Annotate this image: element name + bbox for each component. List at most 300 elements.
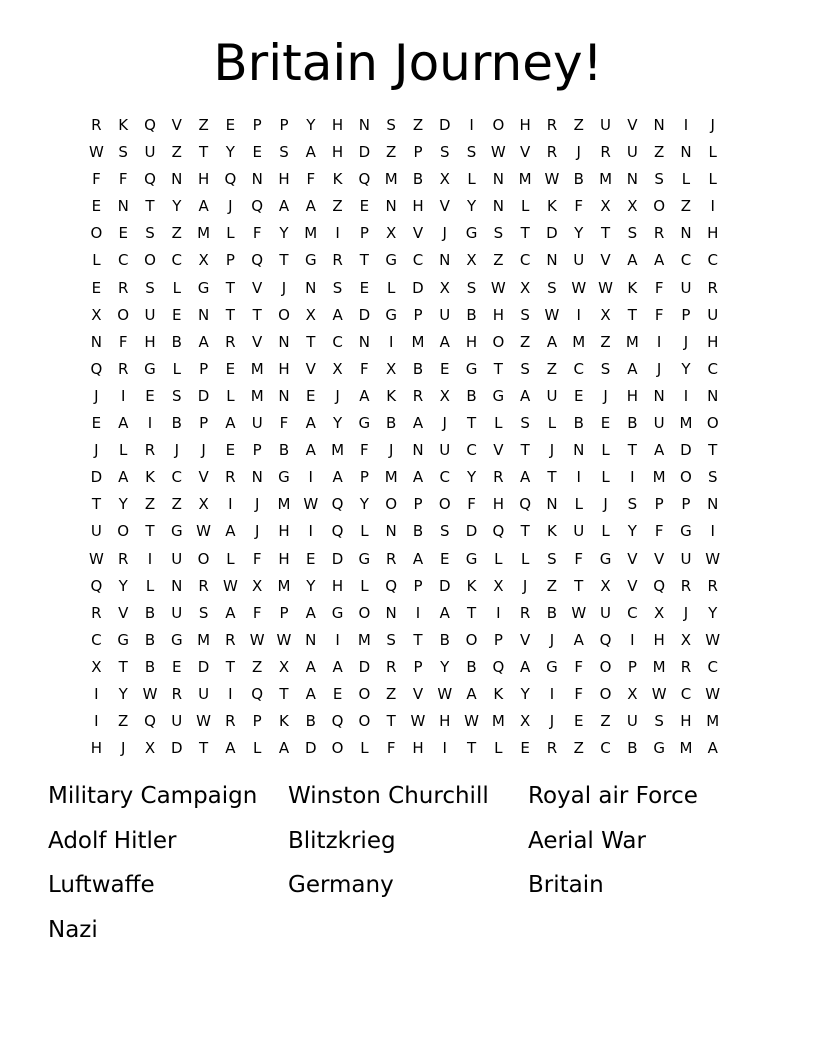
grid-letter: Z bbox=[412, 116, 424, 134]
grid-letter: Z bbox=[653, 143, 665, 162]
grid-letter: K bbox=[332, 170, 343, 189]
grid-letter: P bbox=[359, 468, 369, 487]
grid-letter: M bbox=[197, 224, 211, 243]
grid-letter: S bbox=[386, 116, 396, 134]
grid-letter: G bbox=[385, 305, 397, 324]
grid-letter: G bbox=[170, 630, 183, 649]
grid-letter: G bbox=[465, 549, 478, 568]
grid-letter: V bbox=[252, 278, 263, 297]
grid-letter: V bbox=[520, 630, 531, 649]
grid-letter: R bbox=[225, 630, 236, 649]
grid-letter: T bbox=[279, 684, 289, 703]
grid-letter: R bbox=[171, 684, 182, 703]
grid-letter: E bbox=[332, 684, 343, 703]
word-list-item: Luftwaffe bbox=[48, 872, 155, 898]
grid-letter: N bbox=[680, 143, 692, 162]
grid-letter: B bbox=[573, 414, 584, 433]
grid-letter: L bbox=[360, 739, 369, 758]
grid-letter: V bbox=[412, 684, 424, 703]
grid-letter: W bbox=[544, 305, 560, 324]
grid-letter: J bbox=[254, 522, 260, 541]
grid-letter: F bbox=[386, 739, 396, 758]
grid-letter: A bbox=[225, 522, 236, 541]
grid-letter: D bbox=[465, 522, 478, 541]
grid-letter: T bbox=[118, 657, 128, 676]
grid-letter: C bbox=[707, 657, 718, 676]
grid-letter: I bbox=[388, 332, 394, 351]
grid-letter: M bbox=[384, 468, 398, 487]
grid-letter: N bbox=[90, 332, 103, 351]
grid-letter: Y bbox=[466, 197, 477, 216]
grid-letter: Z bbox=[171, 224, 182, 243]
grid-letter: C bbox=[627, 603, 638, 622]
grid-letter: X bbox=[680, 630, 692, 649]
grid-letter: R bbox=[385, 657, 397, 676]
word-list-item: Blitzkrieg bbox=[288, 827, 396, 854]
grid-letter: D bbox=[680, 441, 692, 460]
grid-letter: R bbox=[91, 603, 102, 622]
grid-letter: G bbox=[331, 603, 344, 622]
grid-letter: H bbox=[707, 224, 719, 243]
grid-letter: Z bbox=[386, 143, 397, 162]
grid-letter: D bbox=[358, 143, 371, 162]
grid-letter: A bbox=[305, 197, 316, 216]
grid-letter: C bbox=[332, 332, 343, 351]
grid-letter: O bbox=[117, 522, 130, 541]
grid-letter: J bbox=[549, 712, 555, 731]
grid-letter: T bbox=[199, 739, 209, 758]
grid-letter: D bbox=[358, 305, 371, 324]
grid-letter: D bbox=[90, 468, 103, 487]
grid-letter: O bbox=[680, 468, 692, 487]
grid-letter: R bbox=[653, 224, 665, 243]
grid-letter: H bbox=[439, 712, 451, 731]
grid-letter: J bbox=[254, 495, 260, 514]
grid-letter: R bbox=[680, 576, 692, 595]
grid-letter: I bbox=[442, 739, 447, 758]
grid-letter: G bbox=[117, 630, 129, 649]
grid-letter: L bbox=[119, 441, 128, 460]
grid-letter: S bbox=[145, 224, 155, 243]
grid-letter: R bbox=[225, 712, 236, 731]
grid-letter: T bbox=[708, 441, 718, 460]
grid-letter: O bbox=[653, 197, 666, 216]
grid-letter: K bbox=[493, 684, 504, 703]
grid-letter: H bbox=[331, 143, 344, 162]
grid-letter: V bbox=[171, 116, 182, 134]
grid-letter: P bbox=[627, 657, 637, 676]
grid-letter: I bbox=[228, 495, 233, 514]
grid-letter: C bbox=[600, 739, 611, 758]
grid-letter: U bbox=[251, 414, 263, 433]
grid-letter: Y bbox=[627, 522, 637, 541]
grid-letter: A bbox=[412, 468, 424, 487]
grid-letter: X bbox=[439, 170, 450, 189]
grid-letter: E bbox=[574, 712, 584, 731]
grid-letter: X bbox=[600, 305, 611, 324]
grid-letter: A bbox=[707, 739, 718, 758]
grid-letter: S bbox=[520, 305, 530, 324]
grid-letter: Z bbox=[171, 143, 182, 162]
grid-letter: L bbox=[574, 495, 583, 514]
grid-letter: Q bbox=[90, 576, 103, 595]
grid-letter: E bbox=[600, 414, 611, 433]
grid-letter: X bbox=[198, 495, 209, 514]
grid-letter: B bbox=[144, 657, 156, 676]
grid-letter: H bbox=[278, 359, 290, 378]
grid-letter: M bbox=[679, 414, 693, 433]
grid-letter: A bbox=[118, 414, 129, 433]
grid-letter: N bbox=[251, 468, 263, 487]
grid-letter: M bbox=[491, 712, 505, 731]
grid-letter: U bbox=[144, 305, 156, 324]
grid-letter: A bbox=[225, 414, 236, 433]
grid-letter: H bbox=[465, 332, 478, 351]
grid-letter: X bbox=[439, 386, 450, 405]
grid-letter: F bbox=[574, 549, 584, 568]
grid-letter: C bbox=[573, 359, 584, 378]
grid-letter: T bbox=[145, 197, 155, 216]
grid-letter: J bbox=[710, 116, 715, 134]
grid-letter: F bbox=[654, 522, 664, 541]
grid-letter: F bbox=[252, 224, 262, 243]
grid-letter: T bbox=[574, 576, 584, 595]
grid-letter: C bbox=[707, 251, 718, 270]
grid-letter: I bbox=[576, 468, 581, 487]
grid-letter: V bbox=[600, 251, 611, 270]
grid-letter: H bbox=[144, 332, 156, 351]
grid-letter: T bbox=[225, 657, 235, 676]
grid-letter: F bbox=[574, 197, 584, 216]
grid-letter: W bbox=[88, 143, 104, 162]
grid-letter: P bbox=[279, 603, 289, 622]
grid-letter: O bbox=[465, 630, 478, 649]
grid-letter: W bbox=[142, 684, 158, 703]
grid-letter: T bbox=[306, 332, 316, 351]
grid-letter: O bbox=[706, 414, 719, 433]
grid-letter: Z bbox=[573, 739, 584, 758]
grid-letter: B bbox=[546, 603, 558, 622]
grid-letter: C bbox=[466, 441, 477, 460]
word-list-item: Britain bbox=[528, 872, 604, 898]
grid-letter: A bbox=[278, 739, 290, 758]
grid-letter: O bbox=[358, 712, 371, 731]
grid-letter: U bbox=[439, 305, 451, 324]
grid-letter: P bbox=[493, 630, 503, 649]
grid-letter: B bbox=[144, 603, 156, 622]
grid-letter: V bbox=[493, 441, 504, 460]
grid-letter: U bbox=[600, 603, 612, 622]
grid-letter: I bbox=[94, 712, 99, 731]
grid-letter: X bbox=[91, 657, 102, 676]
grid-letter: E bbox=[440, 359, 450, 378]
grid-letter: Z bbox=[680, 197, 692, 216]
grid-letter: M bbox=[384, 170, 398, 189]
grid-letter: Y bbox=[118, 576, 128, 595]
grid-letter: P bbox=[359, 224, 369, 243]
grid-letter: A bbox=[359, 386, 370, 405]
grid-letter: C bbox=[519, 251, 531, 270]
word-list-item: Nazi bbox=[48, 916, 98, 943]
grid-letter: H bbox=[278, 549, 290, 568]
grid-letter: I bbox=[120, 386, 126, 405]
grid-letter: X bbox=[439, 278, 450, 297]
grid-letter: L bbox=[360, 576, 369, 595]
grid-letter: C bbox=[91, 630, 102, 649]
grid-letter: Z bbox=[252, 657, 263, 676]
grid-letter: L bbox=[172, 278, 181, 297]
grid-letter: B bbox=[439, 630, 450, 649]
grid-letter: O bbox=[438, 495, 451, 514]
grid-letter: A bbox=[305, 657, 316, 676]
grid-letter: B bbox=[144, 630, 156, 649]
grid-letter: N bbox=[707, 386, 719, 405]
grid-letter: D bbox=[197, 386, 210, 405]
grid-letter: T bbox=[627, 305, 637, 324]
grid-letter: S bbox=[654, 170, 664, 189]
grid-letter: S bbox=[707, 468, 718, 487]
grid-letter: T bbox=[199, 143, 209, 162]
grid-letter: H bbox=[412, 739, 424, 758]
grid-letter: Z bbox=[332, 197, 343, 216]
grid-letter: N bbox=[573, 441, 585, 460]
grid-letter: N bbox=[278, 332, 290, 351]
grid-letter: H bbox=[412, 197, 424, 216]
grid-letter: K bbox=[279, 712, 289, 731]
grid-letter: L bbox=[494, 414, 503, 433]
grid-letter: O bbox=[358, 684, 371, 703]
grid-letter: M bbox=[652, 468, 666, 487]
grid-letter: S bbox=[466, 143, 477, 162]
grid-letter: Q bbox=[653, 576, 666, 595]
grid-letter: L bbox=[601, 441, 610, 460]
grid-letter: I bbox=[683, 386, 689, 405]
grid-letter: F bbox=[654, 278, 664, 297]
grid-letter: W bbox=[222, 576, 238, 595]
grid-letter: Q bbox=[358, 170, 371, 189]
grid-letter: F bbox=[92, 170, 101, 189]
grid-letter: L bbox=[601, 522, 610, 541]
grid-letter: B bbox=[466, 305, 477, 324]
grid-letter: V bbox=[439, 197, 450, 216]
grid-letter: W bbox=[598, 278, 613, 297]
grid-letter: K bbox=[466, 576, 477, 595]
grid-letter: N bbox=[653, 386, 665, 405]
grid-letter: X bbox=[332, 359, 343, 378]
grid-letter: S bbox=[654, 712, 664, 731]
grid-letter: J bbox=[94, 386, 99, 405]
grid-letter: O bbox=[278, 305, 290, 324]
grid-letter: F bbox=[574, 657, 584, 676]
grid-letter: I bbox=[469, 116, 474, 134]
grid-letter: R bbox=[225, 468, 236, 487]
grid-letter: A bbox=[332, 468, 343, 487]
grid-letter: S bbox=[627, 224, 638, 243]
grid-letter: Q bbox=[331, 495, 344, 514]
grid-letter: T bbox=[520, 522, 530, 541]
grid-letter: V bbox=[252, 332, 263, 351]
grid-letter: L bbox=[494, 739, 503, 758]
grid-letter: E bbox=[359, 278, 370, 297]
grid-letter: N bbox=[197, 305, 210, 324]
grid-letter: N bbox=[305, 630, 317, 649]
grid-letter: N bbox=[626, 170, 638, 189]
grid-letter: G bbox=[358, 414, 371, 433]
grid-letter: G bbox=[599, 549, 612, 568]
grid-letter: P bbox=[413, 143, 423, 162]
grid-letter: D bbox=[438, 116, 451, 134]
grid-letter: X bbox=[386, 224, 397, 243]
grid-letter: E bbox=[118, 224, 128, 243]
grid-letter: A bbox=[546, 332, 558, 351]
grid-letter: W bbox=[705, 630, 721, 649]
word-list bbox=[48, 776, 768, 954]
grid-letter: P bbox=[413, 576, 423, 595]
grid-letter: J bbox=[603, 495, 608, 514]
grid-letter: W bbox=[249, 630, 265, 649]
grid-letter: L bbox=[681, 170, 691, 189]
grid-letter: H bbox=[653, 630, 665, 649]
grid-letter: T bbox=[520, 441, 530, 460]
grid-letter: E bbox=[252, 143, 262, 162]
grid-letter: A bbox=[573, 630, 584, 649]
grid-letter: F bbox=[252, 549, 262, 568]
grid-letter: F bbox=[252, 603, 262, 622]
grid-letter: T bbox=[600, 224, 611, 243]
grid-letter: M bbox=[277, 576, 291, 595]
grid-letter: W bbox=[490, 278, 506, 297]
grid-letter: H bbox=[331, 116, 344, 134]
grid-letter: F bbox=[118, 170, 128, 189]
grid-letter: S bbox=[520, 414, 530, 433]
grid-letter: A bbox=[305, 143, 316, 162]
grid-letter: L bbox=[708, 170, 717, 189]
grid-letter: Q bbox=[251, 197, 264, 216]
grid-letter: E bbox=[225, 116, 236, 134]
grid-letter: M bbox=[250, 386, 264, 405]
grid-letter: M bbox=[357, 630, 371, 649]
grid-letter: R bbox=[600, 143, 611, 162]
grid-letter: R bbox=[412, 386, 424, 405]
grid-letter: E bbox=[172, 657, 182, 676]
grid-letter: A bbox=[305, 441, 316, 460]
grid-letter: L bbox=[226, 549, 235, 568]
grid-letter: R bbox=[117, 278, 129, 297]
grid-letter: U bbox=[171, 603, 183, 622]
grid-letter: J bbox=[174, 441, 179, 460]
grid-letter: X bbox=[627, 197, 638, 216]
grid-letter: K bbox=[118, 116, 129, 134]
grid-letter: A bbox=[439, 603, 450, 622]
grid-letter: W bbox=[196, 712, 211, 731]
grid-letter: J bbox=[120, 739, 126, 758]
grid-letter: P bbox=[413, 305, 423, 324]
grid-letter: Y bbox=[279, 224, 289, 243]
grid-letter: A bbox=[412, 414, 424, 433]
word-search-grid bbox=[83, 112, 726, 762]
grid-letter: J bbox=[549, 441, 555, 460]
grid-letter: W bbox=[571, 278, 587, 297]
grid-letter: G bbox=[197, 278, 210, 297]
grid-letter: F bbox=[360, 359, 369, 378]
grid-letter: H bbox=[90, 739, 103, 758]
grid-letter: R bbox=[546, 143, 558, 162]
grid-letter: N bbox=[492, 170, 504, 189]
grid-letter: H bbox=[331, 576, 344, 595]
grid-letter: F bbox=[467, 495, 476, 514]
grid-letter: N bbox=[412, 441, 424, 460]
grid-letter: G bbox=[358, 549, 371, 568]
grid-letter: B bbox=[412, 170, 424, 189]
grid-letter: N bbox=[385, 603, 397, 622]
grid-letter: Q bbox=[224, 170, 237, 189]
grid-letter: V bbox=[198, 468, 209, 487]
grid-letter: E bbox=[145, 386, 155, 405]
grid-letter: O bbox=[144, 251, 156, 270]
grid-letter: Y bbox=[172, 197, 182, 216]
grid-letter: F bbox=[360, 441, 369, 460]
grid-letter: R bbox=[117, 359, 129, 378]
grid-letter: A bbox=[332, 657, 343, 676]
grid-letter: Z bbox=[520, 332, 531, 351]
grid-letter: K bbox=[627, 278, 638, 297]
grid-letter: E bbox=[306, 549, 316, 568]
grid-letter: P bbox=[252, 116, 262, 134]
grid-letter: L bbox=[494, 549, 503, 568]
grid-letter: B bbox=[627, 414, 638, 433]
grid-letter: X bbox=[278, 657, 290, 676]
grid-letter: S bbox=[466, 278, 477, 297]
grid-letter: J bbox=[335, 386, 340, 405]
grid-letter: D bbox=[438, 576, 451, 595]
grid-letter: B bbox=[386, 414, 397, 433]
grid-letter: D bbox=[171, 739, 183, 758]
grid-letter: F bbox=[574, 684, 584, 703]
grid-letter: U bbox=[653, 414, 665, 433]
grid-letter: C bbox=[707, 359, 718, 378]
grid-letter: X bbox=[627, 684, 638, 703]
grid-letter: F bbox=[279, 414, 289, 433]
grid-letter: W bbox=[544, 170, 560, 189]
grid-letter: D bbox=[304, 739, 317, 758]
grid-letter: L bbox=[601, 468, 610, 487]
grid-letter: X bbox=[252, 576, 263, 595]
word-list-item: Royal air Force bbox=[528, 783, 698, 809]
grid-letter: R bbox=[332, 251, 343, 270]
grid-letter: T bbox=[466, 603, 477, 622]
grid-letter: L bbox=[253, 739, 262, 758]
grid-letter: L bbox=[386, 278, 396, 297]
grid-letter: W bbox=[705, 549, 721, 568]
grid-letter: X bbox=[144, 739, 156, 758]
grid-letter: P bbox=[654, 495, 664, 514]
grid-letter: L bbox=[92, 251, 101, 270]
grid-letter: T bbox=[466, 414, 477, 433]
grid-letter: R bbox=[91, 116, 102, 134]
grid-letter: G bbox=[465, 224, 478, 243]
grid-letter: A bbox=[278, 197, 290, 216]
grid-letter: Y bbox=[520, 684, 530, 703]
grid-letter: L bbox=[547, 414, 557, 433]
grid-letter: X bbox=[493, 576, 504, 595]
grid-letter: J bbox=[656, 359, 662, 378]
grid-letter: X bbox=[600, 197, 611, 216]
grid-letter: W bbox=[464, 712, 479, 731]
grid-letter: N bbox=[546, 495, 558, 514]
grid-letter: L bbox=[226, 386, 235, 405]
grid-letter: I bbox=[630, 630, 635, 649]
grid-letter: X bbox=[386, 359, 397, 378]
